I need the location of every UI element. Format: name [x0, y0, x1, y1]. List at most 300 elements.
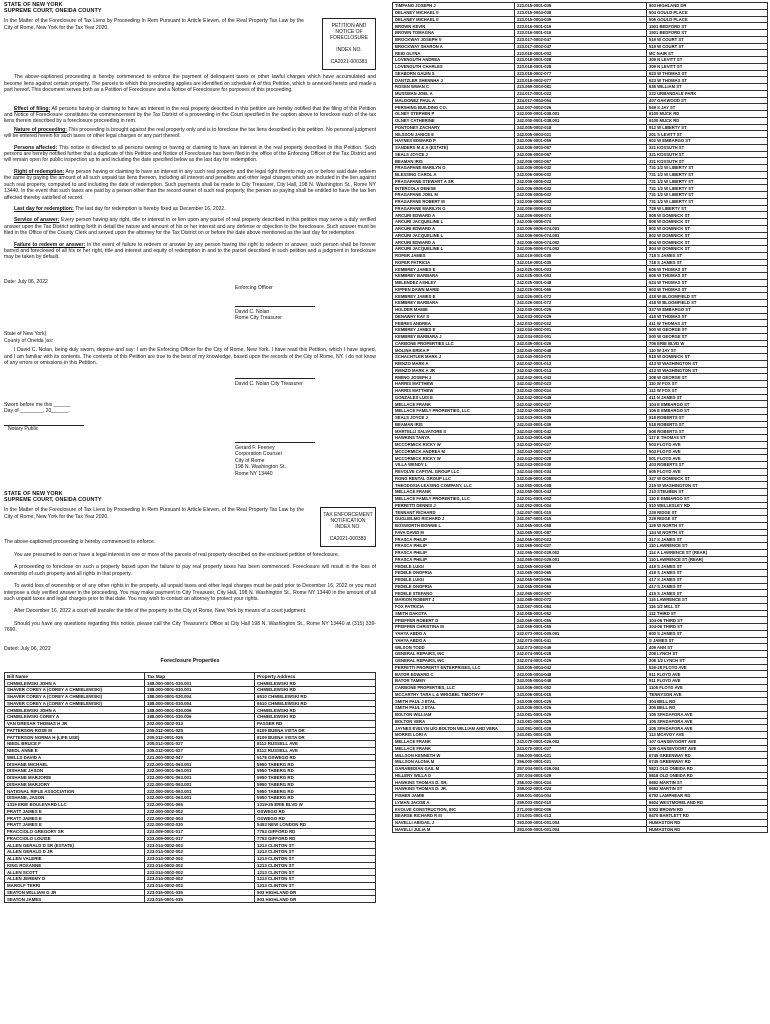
bill-name-cell: CHMIELEWSKI JOHN A [5, 707, 145, 714]
nature-of-proceeding [4, 127, 376, 140]
notice-box-title: TAX ENFORCEMENT NOTIFICATION INDEX NO. [323, 512, 373, 531]
table-row [393, 819, 768, 826]
bill-name-cell: BATOR EDWARD C [393, 671, 515, 678]
tax-map-cell: 242.065-0001-058 [515, 522, 647, 529]
tax-map-cell: 293.000-0001-001.004 [515, 826, 647, 833]
bill-name-cell: WELLS DAVID A [5, 754, 145, 761]
table-row [393, 684, 768, 691]
table-row [393, 327, 768, 334]
property-address-cell: 317 S JAMES ST [647, 536, 768, 543]
table-row [5, 781, 376, 788]
tax-map-cell: 221.000-0002-047 [145, 754, 255, 761]
property-address-cell: 1213 CLINTON ST [255, 842, 376, 849]
tax-map-cell: 242.043-0001-039 [515, 414, 647, 421]
table-row [5, 720, 376, 727]
petition-caption: In the Matter of the Foreclosure of Tax Liens by Proceeding In Rem Pursuant to Article Eleven, of the Real Property Tax Law by the City of Rome, New York for the Tax Year 2020. [4, 18, 304, 31]
property-address-cell: 417 S JAMES ST [647, 583, 768, 590]
property-address-cell: 5178 OSWEGO RD [255, 754, 376, 761]
table-row [393, 185, 768, 192]
bill-name-cell: BATOR TAMMY [393, 678, 515, 685]
table-row [393, 516, 768, 523]
tax-map-cell: 242.068-0001-052 [515, 610, 647, 617]
property-address-cell: 112 W FOX ST [647, 387, 768, 394]
tax-map-cell: 242.043-0001-042 [515, 428, 647, 435]
tax-map-cell: 242.065-0002-029.002 [515, 549, 647, 556]
bill-name-cell: 1319 ERIE BOULEVARD LLC [5, 801, 145, 808]
signature-line [235, 306, 315, 307]
tax-map-cell: 242.006-0006-074.002 [515, 246, 647, 253]
bill-name-cell: MCCORMICK RICKY W [393, 455, 515, 462]
bill-name-cell: KEMBREY JAMES E [393, 293, 515, 300]
bill-name-cell: MCCORMICK ANDREA M [393, 448, 515, 455]
bill-name-cell: FAVA DAVID M [393, 529, 515, 536]
section-heading: Service of answer: [14, 217, 60, 224]
bill-name-cell: PATTERSON ROSE M [5, 727, 145, 734]
bill-name-cell: HAYNES EDWARD P [393, 138, 515, 145]
property-address-cell: 110 W FOX ST [647, 381, 768, 388]
property-address-cell: 605 FLOYD AVE [647, 468, 768, 475]
property-address-cell: 808 W DOMINICK ST [647, 212, 768, 219]
table-row [393, 813, 768, 820]
property-address-cell: 5950 TABERG RD [255, 788, 376, 795]
tax-map-cell: 242.065-0003-066 [515, 583, 647, 590]
bill-name-cell: RIENZO MARK A [393, 360, 515, 367]
table-row [393, 745, 768, 752]
table-row [393, 414, 768, 421]
tax-map-cell: 242.006-0006-033 [515, 205, 647, 212]
bill-name-cell: SEABORN GAUIN S [393, 70, 515, 77]
table-row [393, 475, 768, 482]
tax-map-cell: 242.025-0001-056 [515, 286, 647, 293]
table-row [393, 90, 768, 97]
bill-name-cell: FEDELE LUIGI [393, 563, 515, 570]
property-address-cell: 1319-25 ERIE BLVD W [255, 801, 376, 808]
table-row [393, 151, 768, 158]
bill-name-cell: FRASCA PHILIP [393, 536, 515, 543]
bill-name-cell: FEDELE ONOFRIA [393, 583, 515, 590]
table-row [393, 354, 768, 361]
property-address-cell: 6692 MARTIN ST [647, 786, 768, 793]
bill-name-cell: NILSSON JANICE E [393, 131, 515, 138]
bill-name-cell: TENNANT RICHARD [393, 509, 515, 516]
tax-map-cell: 242.057-0001-015 [515, 516, 647, 523]
state-header: STATE OF NEW YORK [4, 2, 63, 8]
bill-name-cell: KEMBREY JAMES E [393, 327, 515, 334]
tax-map-cell: 242.043-0001-039 [515, 421, 647, 428]
tax-map-cell: 224.017-0004-054 [515, 97, 647, 104]
table-row [393, 138, 768, 145]
bill-name-cell: MCCARTHY TARA L & WRIGBEL TIMOTHY F [393, 691, 515, 698]
bill-name-cell: BEAMAN IRIS [393, 158, 515, 165]
table-row [393, 502, 768, 509]
property-address-cell: 415 S JAMES ST [647, 590, 768, 597]
property-address-cell: 519 W COURT ST [647, 36, 768, 43]
bill-name-cell: KEMBREY JAMES E [393, 266, 515, 273]
property-address-cell: 912 W LIBERTY ST [647, 124, 768, 131]
tax-map-cell: 222.000-0002-002 [145, 808, 255, 815]
tax-map-cell: 242.025-0001-048 [515, 279, 647, 286]
enforcing-officer-label: Enforcing Officer [235, 285, 273, 292]
property-address-cell: 105 SPADAFORA AVE [647, 711, 768, 718]
table-row [5, 822, 376, 829]
tax-map-cell: 242.019-0001-035 [515, 252, 647, 259]
property-address-cell: 309 N LEVITT ST [647, 63, 768, 70]
bill-name-cell: GUGLIELMO RICHARD J [393, 516, 515, 523]
tax-map-cell: 242.006-0001-059 [515, 138, 647, 145]
property-address-cell: 731 1/2 W LIBERTY ST [647, 178, 768, 185]
bill-name-cell: FRASCA PHILIP [393, 556, 515, 563]
property-address-cell: 911 FLOYD AVE [647, 678, 768, 685]
table-row [393, 489, 768, 496]
section-text: This notice is directed to all persons owning or having or claiming to have an interest in the real property described in this Petition. Such persons are hereby notified further that a duplicate of this Petition and Notice of Foreclosure has been filed in the office of the Enforcing Officer of the Tax District and will remain open for public inspection up to and including the date specified below as the last day for redemption. [4, 144, 376, 164]
column-header-property-address: Property Address [255, 673, 376, 680]
table-row [393, 644, 768, 651]
tax-map-cell: 242.065-0001-087 [515, 529, 647, 536]
bill-name-cell: FRAGAPANE JOEL M [393, 192, 515, 199]
bill-name-cell: PONTONEY ZACHARY [393, 124, 515, 131]
bill-name-cell: HARRIS MATTHEW [393, 387, 515, 394]
property-address-cell: 549 S JAY ST [647, 104, 768, 111]
property-address-cell: 110 W JAY ST [647, 347, 768, 354]
table-header-row [5, 673, 376, 680]
property-address-cell: 6792 LAMPHEAR RD [647, 792, 768, 799]
treasurer-signature: David C. Nolan City Treasurer [235, 381, 303, 388]
bill-name-cell: SEATON JAMES [5, 896, 145, 903]
bill-name-cell: DENAWAY KAY S [393, 313, 515, 320]
property-address-cell: 903 HIGHLAND DR [647, 3, 768, 10]
property-address-cell: 321 KOSSUTH ST [647, 151, 768, 158]
tax-map-cell: 259.001-0004-004 [515, 792, 647, 799]
right-of-redemption [4, 169, 376, 201]
tax-map-cell: 243.070-0001-027 [515, 745, 647, 752]
property-address-cell: 500 W GEORGE ST [647, 327, 768, 334]
tax-map-cell: 242.043-0002-027 [515, 441, 647, 448]
property-address-cell: 8109 BUENA VISTA DR [255, 734, 376, 741]
property-address-cell: 415 W THOMAS ST [647, 313, 768, 320]
notice-paragraph: To avoid loss of ownership or of any other rights in the property, all unpaid taxes and other legal charges must be paid prior to December 16, 2022 or you must interpose a duly verified answer in the proceeding. You may make payment to City Treasurer, City Hall, 198 N. Washington St., Rome NY 13440 in the amount of all such unpaid taxes and legal charges prior to that date. You may wish to contact an attorney to protect your rights. [4, 583, 376, 602]
bill-name-cell: BEARSE RICHARD R III [393, 813, 515, 820]
bill-name-cell: PERFETTI DENNIS J [393, 502, 515, 509]
table-row [5, 774, 376, 781]
notice-index-box [320, 507, 376, 547]
property-address-cell: 731 1/2 W LIBERTY ST [647, 171, 768, 178]
attorney-name: Gerard F. Feeney [235, 445, 275, 452]
table-row [393, 462, 768, 469]
bill-name-cell: MARTELLI SALVATORE S [393, 428, 515, 435]
tax-map-cell: 242.034-0002-001 [515, 327, 647, 334]
property-address-cell: 602 W EMBARGO ST [647, 138, 768, 145]
table-row [393, 165, 768, 172]
bill-name-cell: MALDONEZ PAUL A [393, 97, 515, 104]
tax-map-cell: 222.000-0001-063.001 [145, 774, 255, 781]
table-row [393, 3, 768, 10]
tax-map-cell: 242.042-0002-046 [515, 394, 647, 401]
bill-name-cell: KEMBREY BARBARA [393, 273, 515, 280]
property-address-cell: 5302 BROWN RD [647, 806, 768, 813]
bill-name-cell: SHAVER COREY A (COREY A CHMIELEWSKI) [5, 700, 145, 707]
property-address-cell: PASSER RD [255, 720, 376, 727]
property-address-cell: 104-06 THIRD ST [647, 617, 768, 624]
property-address-cell: 6745 GREENWAY RD [647, 759, 768, 766]
bill-name-cell: RIENZO MARK A JR [393, 367, 515, 374]
bill-name-cell: CARBONE PROPERTIES, LLC [393, 684, 515, 691]
bill-name-cell: ROPER PATRICIA [393, 259, 515, 266]
section-text: Any person having or claiming to have an interest in any such real property and the legal right thereto may on or before said date redeem the same by paying the amount of all such unpaid tax liens thereon, including all interest and penalties and other legal charges which are included in the lien against such real property, computed to and including the date of redemption. Such payments shall be made to City Treasurer, City Hall, 198 N. Washington St., Rome NY 13440. In the event that such taxes are paid by a person other than the record owner of such real property, the person so paying shall be entitled to have the tax lien affected thereby satisfied of record. [4, 168, 376, 201]
bill-name-cell: RIBINO JOSEPH J [393, 374, 515, 381]
property-address-cell: 109 GANSEVOORT AVE [647, 745, 768, 752]
tax-map-cell: 188.000-0001-030.001 [145, 680, 255, 687]
table-row [393, 522, 768, 529]
court-header: SUPREME COURT, ONEIDA COUNTY [4, 8, 102, 15]
tax-map-cell: 242.006-0006-074 [515, 219, 647, 226]
tax-map-cell: 242.026-0001-072 [515, 293, 647, 300]
property-address-cell: 731 1/2 W LIBERTY ST [647, 198, 768, 205]
property-address-cell: 5950 TABERG RD [255, 781, 376, 788]
property-address-cell: 5950 TABERG RD [255, 795, 376, 802]
table-row [393, 698, 768, 705]
tax-map-cell: 271.000-0002-006 [515, 806, 647, 813]
bill-name-cell: LYMAN JACOB A [393, 799, 515, 806]
bill-name-cell: VILLA WENDY L [393, 462, 515, 469]
property-address-cell: 501 FLOYD AVE [647, 455, 768, 462]
tax-map-cell: 242.043-0002-027 [515, 448, 647, 455]
property-address-cell: 113 MCAVOY AVE [647, 732, 768, 739]
tax-map-cell: 242.069-0001-055 [515, 624, 647, 631]
tax-map-cell: 243.081-0001-029 [515, 718, 647, 725]
property-address-cell: 1105 FLOYD AVE [647, 684, 768, 691]
property-address-cell: 104-06 THIRD ST [647, 624, 768, 631]
property-address-cell: 110 LAWRENCE ST (REAR) [647, 556, 768, 563]
property-address-cell: MC NAIR ST [647, 50, 768, 57]
bill-name-cell: DISHANE JASON [5, 768, 145, 775]
bill-name-cell: GARABEDIAN GAIL M [393, 765, 515, 772]
table-row [5, 842, 376, 849]
bill-name-cell: KIPPEN DAWN MARIE [393, 286, 515, 293]
table-row [393, 252, 768, 259]
section-heading: Persons affected: [14, 144, 58, 151]
property-address-cell: 903 HIGHLAND DR [255, 889, 376, 896]
table-row [393, 333, 768, 340]
tax-map-cell: 242.033-0002-029 [515, 313, 647, 320]
bill-name-cell: SCHACHTLER MARK J [393, 354, 515, 361]
property-address-cell: 6604 WESTMORELAND RD [647, 799, 768, 806]
bill-name-cell: ARCURI JACQUELINE L [393, 246, 515, 253]
tax-map-cell: 223.018-0001-028 [515, 63, 647, 70]
table-row [5, 687, 376, 694]
table-row [393, 651, 768, 658]
petition-box-index-label: INDEX NO. [336, 47, 362, 54]
bill-name-cell: DELANEY MICHAEL II [393, 16, 515, 23]
table-row [393, 536, 768, 543]
property-address-cell: 5950 TABERG RD [255, 768, 376, 775]
bill-name-cell: NIEDL BRUCE F [5, 741, 145, 748]
bill-name-cell: MELLACE FAMILY PROPERTIES, LLC [393, 495, 515, 502]
bill-name-cell: SMITH PAUL J ETAL [393, 705, 515, 712]
table-row [5, 727, 376, 734]
table-row [393, 603, 768, 610]
right-column [392, 2, 768, 1020]
table-row [393, 313, 768, 320]
tax-map-cell: 243.005-0004-048 [515, 678, 647, 685]
property-address-cell: 112 THIRD ST [647, 610, 768, 617]
bill-name-cell: MELENDEZ ASHLEY [393, 279, 515, 286]
bill-name-cell: MELLACE FRANK [393, 401, 515, 408]
bill-name-cell: SMITH DAKOTA [393, 610, 515, 617]
tax-map-cell: 188.000-0001-030.004 [145, 700, 255, 707]
table-row [5, 680, 376, 687]
sworn-day-line: Day of ________, 20______. [4, 408, 70, 415]
table-row [393, 468, 768, 475]
property-address-cell: 417 S JAMES ST [647, 576, 768, 583]
property-address-cell: 802 W DOMINICK ST [647, 225, 768, 232]
tax-map-cell: 242.025-0001-003 [515, 273, 647, 280]
section-heading: Right of redemption: [14, 168, 65, 175]
tax-map-cell: 242.073-0001-009.001 [515, 630, 647, 637]
table-row [393, 50, 768, 57]
section-heading: Effect of filing: [14, 105, 51, 112]
bill-name-cell: RONG RENTAL GROUP LLC [393, 475, 515, 482]
table-row [393, 306, 768, 313]
tax-map-cell: 242.042-0001-013 [515, 360, 647, 367]
bill-name-cell: SEALS JOYCE J [393, 414, 515, 421]
tax-map-cell: 222.000-0002-004 [145, 815, 255, 822]
properties-table-right [392, 2, 768, 833]
bill-name-cell: SHAVER COREY A (COREY A CHMIELEWSKI) [5, 693, 145, 700]
tax-map-cell: 223.014-0002-002 [145, 862, 255, 869]
properties-table-left [4, 672, 376, 903]
tax-map-cell: 242.052-0001-004 [515, 502, 647, 509]
property-address-cell: 518 W DOMINICK ST [647, 354, 768, 361]
bill-name-cell: BOLTON VERA [393, 718, 515, 725]
property-address-cell: OSWEGO RD [255, 808, 376, 815]
property-address-cell: 411 N JAMES ST [647, 394, 768, 401]
effect-of-filing [4, 106, 376, 125]
table-row [5, 801, 376, 808]
table-row [393, 455, 768, 462]
tax-map-cell: 242.043-0001-049 [515, 435, 647, 442]
table-row [393, 77, 768, 84]
tax-map-cell: 222.000-0001-063.001 [145, 781, 255, 788]
tax-map-cell: 223.018-0001-002 [515, 50, 647, 57]
bill-name-cell: BEAMAN IRIS [393, 421, 515, 428]
property-address-cell: 418 W BLOOMFIELD ST [647, 293, 768, 300]
signature-line [235, 378, 315, 379]
table-row [5, 889, 376, 896]
table-row [393, 381, 768, 388]
bill-name-cell: ALLEN GERALD D SR (ESTATE) [5, 842, 145, 849]
property-address-cell: CHMIELEWSKI RD [255, 687, 376, 694]
property-address-cell: 8109 BUENA VISTA DR [255, 727, 376, 734]
table-row [393, 36, 768, 43]
property-address-cell: 124 W NORTH ST [647, 529, 768, 536]
tax-map-cell: 242.042-0002-023 [515, 381, 647, 388]
property-address-cell: 409 ANN ST [647, 644, 768, 651]
tax-map-cell: 188.000-0001-030.004 [145, 693, 255, 700]
table-row [393, 117, 768, 124]
property-address-cell: 5818 OLD ONEIDA RD [647, 772, 768, 779]
property-address-cell: CHMIELEWSKI RD [255, 680, 376, 687]
tax-map-cell: 242.006-0006-032 [515, 185, 647, 192]
tax-map-cell: 223.017-0002-047 [515, 36, 647, 43]
property-address-cell: 623 W THOMAS ST [647, 70, 768, 77]
signer-name: David C. Nolan [235, 308, 270, 315]
table-row [393, 725, 768, 732]
section-text: The last day for redemption is hereby fixed as December 16, 2022. [75, 205, 226, 212]
tax-map-cell: 243.006-0001-015 [515, 691, 647, 698]
bill-name-cell: ALLEN SCOTT [5, 869, 145, 876]
bill-name-cell: HILLERY WILLA D [393, 772, 515, 779]
bill-name-cell: ARCURI EDWARD A [393, 212, 515, 219]
table-row [393, 225, 768, 232]
tax-map-cell: 257.004-0001-029 [515, 772, 647, 779]
tax-map-cell: 258.002-0001-024 [515, 779, 647, 786]
tax-map-cell: 223.015-0004-039 [515, 16, 647, 23]
tax-map-cell: 243.005-0004-042 [515, 664, 647, 671]
table-row [393, 367, 768, 374]
tax-map-cell: 242.042-0001-013 [515, 367, 647, 374]
bill-name-cell: EVOLVE CONSTRUCTION, INC [393, 806, 515, 813]
property-address-cell: 208 1/2 LYNCH ST [647, 657, 768, 664]
tax-map-cell: 242.042-0001-043 [515, 374, 647, 381]
table-row [393, 617, 768, 624]
bill-name-cell: MELLACE FRANK [393, 738, 515, 745]
property-address-cell: CHMIELEWSKI RD [255, 714, 376, 721]
bill-name-cell: FRAGAPANE STEWART A SR [393, 178, 515, 185]
tax-map-cell: 242.006-0006-032 [515, 171, 647, 178]
section-heading: Nature of proceeding: [14, 126, 67, 133]
tax-map-cell: 243.081-0001-029 [515, 711, 647, 718]
tax-map-cell: 242.034-0002-001 [515, 333, 647, 340]
property-address-cell: 327 W DOMINICK ST [647, 475, 768, 482]
table-row [393, 738, 768, 745]
property-address-cell: 1213 CLINTON ST [255, 876, 376, 883]
property-address-cell: 510 WELLESLEY RD [647, 502, 768, 509]
bill-name-cell: DANTZLER SHENNHA J [393, 77, 515, 84]
property-address-cell: 6745 GREENWAY RD [647, 752, 768, 759]
property-address-cell: 6510 CHMIELEWSKI RD [255, 700, 376, 707]
property-address-cell: 129 W NORTH ST [647, 522, 768, 529]
property-address-cell: 6510 CHMIELEWSKI RD [255, 693, 376, 700]
tax-map-cell: 257.004-0001-026.004 [515, 765, 647, 772]
property-address-cell: S JAMES ST [647, 637, 768, 644]
property-address-cell: 731 1/2 W LIBERTY ST [647, 185, 768, 192]
tax-map-cell: 222.000-0001-063.001 [145, 768, 255, 775]
table-row [393, 300, 768, 307]
bill-name-cell: MORRIS LORI A [393, 732, 515, 739]
notice-paragraph: Should you have any questions regarding this notice, please call the City Treasurer's Office at City Hall 198 N. Washington St., Rome NY 13440 at (315) 339-7690. [4, 620, 376, 634]
bill-name-cell: YAHYA ABDO A [393, 630, 515, 637]
table-row [393, 732, 768, 739]
property-address-cell: 210 STEUBEN ST [647, 489, 768, 496]
property-address-cell: 718 S JAMES ST [647, 252, 768, 259]
property-address-cell: 306 BELL RD [647, 705, 768, 712]
property-address-cell: 201 S LEVITT ST [647, 131, 768, 138]
tax-map-cell: 242.065-0002-029.001 [515, 556, 647, 563]
tax-map-cell: 259.003-0002-010 [515, 799, 647, 806]
tax-map-cell: 243.081-0001-029 [515, 725, 647, 732]
tax-map-cell: 242.049-0001-008 [515, 475, 647, 482]
section-text: All persons having or claiming to have an interest in the real property described in this petition are hereby notified that the filing of this Petition and Notice of Foreclosure constitutes the commencement by the Tax District of a proceeding in the Court specified in the caption above to foreclose each of the tax liens therein described by a foreclosure proceeding in rem. [4, 105, 376, 125]
table-row [393, 590, 768, 597]
property-address-cell: 518 ROBERTS ST [647, 421, 768, 428]
table-row [393, 219, 768, 226]
table-row [5, 768, 376, 775]
tax-map-cell: 242.040-0003-070 [515, 354, 647, 361]
table-row [393, 320, 768, 327]
section-heading: Failure to redeem or answer: [14, 241, 86, 248]
bill-name-cell: ALLEN VALERIE [5, 855, 145, 862]
table-row [393, 360, 768, 367]
